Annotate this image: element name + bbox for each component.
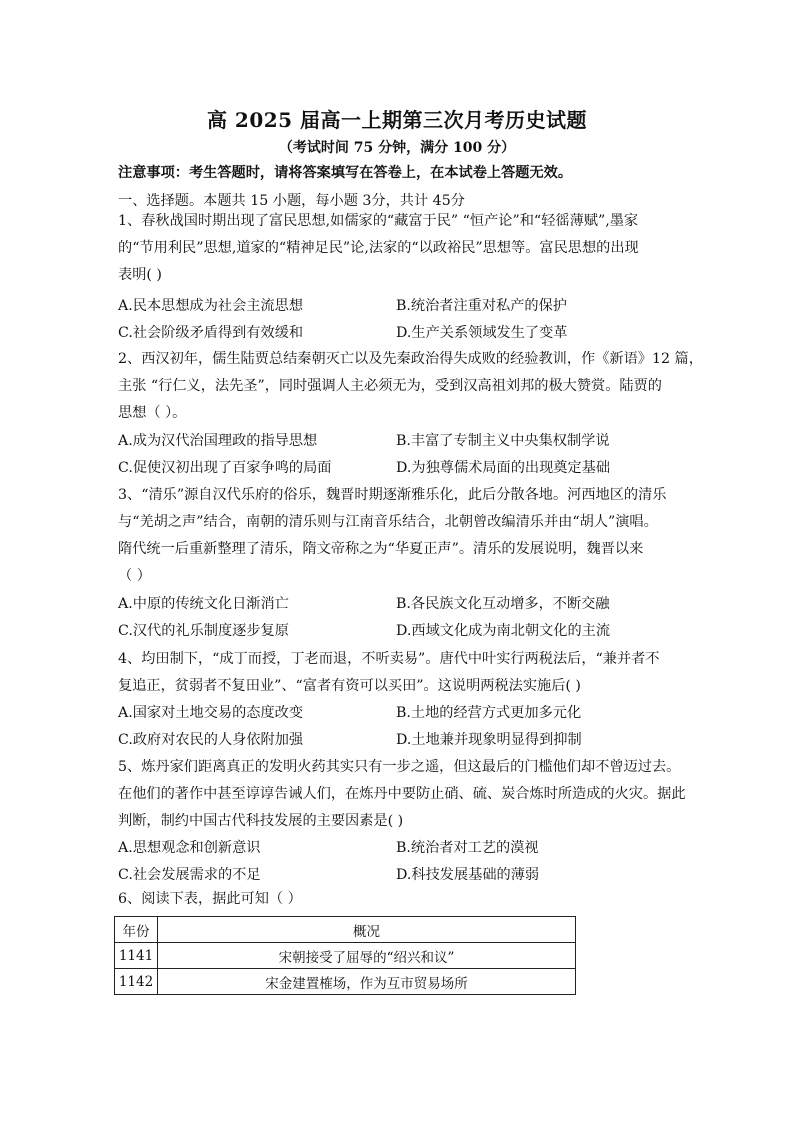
table-header-summary: 概况 bbox=[158, 917, 576, 943]
option-c: C.社会阶级矛盾得到有效缓和 bbox=[118, 325, 304, 341]
option-c: C.社会发展需求的不足 bbox=[118, 867, 261, 883]
option-a: A.中原的传统文化日渐消亡 bbox=[118, 596, 289, 612]
question-4-stem bbox=[118, 646, 678, 700]
instructions-notice: 注意事项：考生答题时，请将答案填写在答卷上，在本试卷上答题无效。 bbox=[118, 165, 573, 181]
question-line: 主张 “行仁义，法先圣”，同时强调人主必须无为，受到汉高祖刘邦的极大赞赏。陆贾的 bbox=[118, 378, 662, 394]
question-6-table bbox=[114, 916, 576, 995]
question-3-options bbox=[118, 591, 678, 645]
question-line: 隋代统一后重新整理了清乐，隋文帝称之为“华夏正声”。清乐的发展说明，魏晋以来 bbox=[118, 541, 644, 557]
table-row bbox=[115, 969, 576, 995]
option-d: D.土地兼并现象明显得到抑制 bbox=[396, 732, 582, 748]
page-title: 高 2025 届高一上期第三次月考历史试题 bbox=[206, 108, 588, 132]
question-2-stem bbox=[118, 346, 703, 427]
question-line: 表明( ) bbox=[118, 267, 162, 283]
option-c: C.政府对农民的人身依附加强 bbox=[118, 732, 304, 748]
table-header-year: 年份 bbox=[115, 917, 158, 943]
question-line: 复追正，贫弱者不复田业”、“富者有资可以买田”。这说明两税法实施后( ) bbox=[118, 678, 581, 694]
option-c: C.促使汉初出现了百家争鸣的局面 bbox=[118, 460, 332, 476]
option-b: B.丰富了专制主义中央集权制学说 bbox=[396, 433, 610, 449]
table-cell-year: 1141 bbox=[115, 943, 158, 969]
option-b: B.统治者对工艺的漠视 bbox=[396, 840, 539, 856]
question-line: 在他们的著作中甚至谆谆告诫人们，在炼丹中要防止硝、硫、炭合炼时所造成的火灾。据此 bbox=[118, 786, 686, 802]
question-line: 思想（ ）。 bbox=[118, 405, 187, 421]
question-line: 判断，制约中国古代科技发展的主要因素是( ) bbox=[118, 813, 404, 829]
option-c: C.汉代的礼乐制度逐步复原 bbox=[118, 623, 289, 639]
question-5-stem bbox=[118, 754, 686, 835]
option-a: A.成为汉代治国理政的指导思想 bbox=[118, 433, 318, 449]
option-d: D.为独尊儒术局面的出现奠定基础 bbox=[396, 460, 611, 476]
question-3-stem bbox=[118, 482, 678, 590]
table-cell-year: 1142 bbox=[115, 969, 158, 995]
option-a: A.思想观念和创新意识 bbox=[118, 840, 261, 856]
question-line: （ ） bbox=[118, 568, 151, 584]
option-b: B.各民族文化互动增多，不断交融 bbox=[396, 596, 610, 612]
question-line: 的“节用利民”思想,道家的“精神足民”论,法家的“以政裕民”思想等。富民思想的出现 bbox=[118, 240, 639, 256]
question-line: 4、均田制下，“成丁而授，丁老而退，不听卖易”。唐代中叶实行两税法后，“兼并者不 bbox=[118, 651, 660, 667]
question-6-stem bbox=[118, 886, 678, 913]
question-4-options bbox=[118, 700, 678, 754]
option-b: B.统治者注重对私产的保护 bbox=[396, 298, 567, 314]
option-d: D.生产关系领域发生了变革 bbox=[396, 325, 568, 341]
question-line: 与“羌胡之声”结合，南朝的清乐则与江南音乐结合，北朝曾改编清乐并由“胡人”演唱。 bbox=[118, 514, 658, 530]
table-cell-summary: 宋金建置榷场，作为互市贸易场所 bbox=[158, 969, 576, 995]
question-line: 6、阅读下表，据此可知（ ） bbox=[118, 891, 302, 907]
section-heading: 一、选择题。本题共 15 小题，每小题 3分，共计 45分 bbox=[118, 193, 465, 209]
table-row bbox=[115, 943, 576, 969]
question-line: 3、“清乐”源自汉代乐府的俗乐，魏晋时期逐渐雅乐化，此后分散各地。河西地区的清乐 bbox=[118, 487, 667, 503]
question-1-stem bbox=[118, 208, 678, 289]
question-1-options bbox=[118, 293, 678, 347]
option-a: A.国家对土地交易的态度改变 bbox=[118, 705, 304, 721]
question-5-options bbox=[118, 835, 678, 889]
exam-duration-note: （考试时间 75 分钟，满分 100 分） bbox=[278, 140, 516, 156]
option-a: A.民本思想成为社会主流思想 bbox=[118, 298, 304, 314]
option-d: D.西域文化成为南北朝文化的主流 bbox=[396, 623, 611, 639]
table-cell-summary: 宋朝接受了屈辱的“绍兴和议” bbox=[158, 943, 576, 969]
table-header-row bbox=[115, 917, 576, 943]
option-d: D.科技发展基础的薄弱 bbox=[396, 867, 540, 883]
option-b: B.土地的经营方式更加多元化 bbox=[396, 705, 582, 721]
question-line: 1、春秋战国时期出现了富民思想,如儒家的“藏富于民” “恒产论”和“轻徭薄赋”,墨家 bbox=[118, 213, 639, 229]
question-line: 2、西汉初年，儒生陆贾总结秦朝灭亡以及先秦政治得失成败的经验教训，作《新语》12 篇， bbox=[118, 351, 703, 367]
question-line: 5、炼丹家们距离真正的发明火药其实只有一步之遥，但这最后的门槛他们却不曾迈过去。 bbox=[118, 759, 681, 775]
question-2-options bbox=[118, 428, 678, 482]
